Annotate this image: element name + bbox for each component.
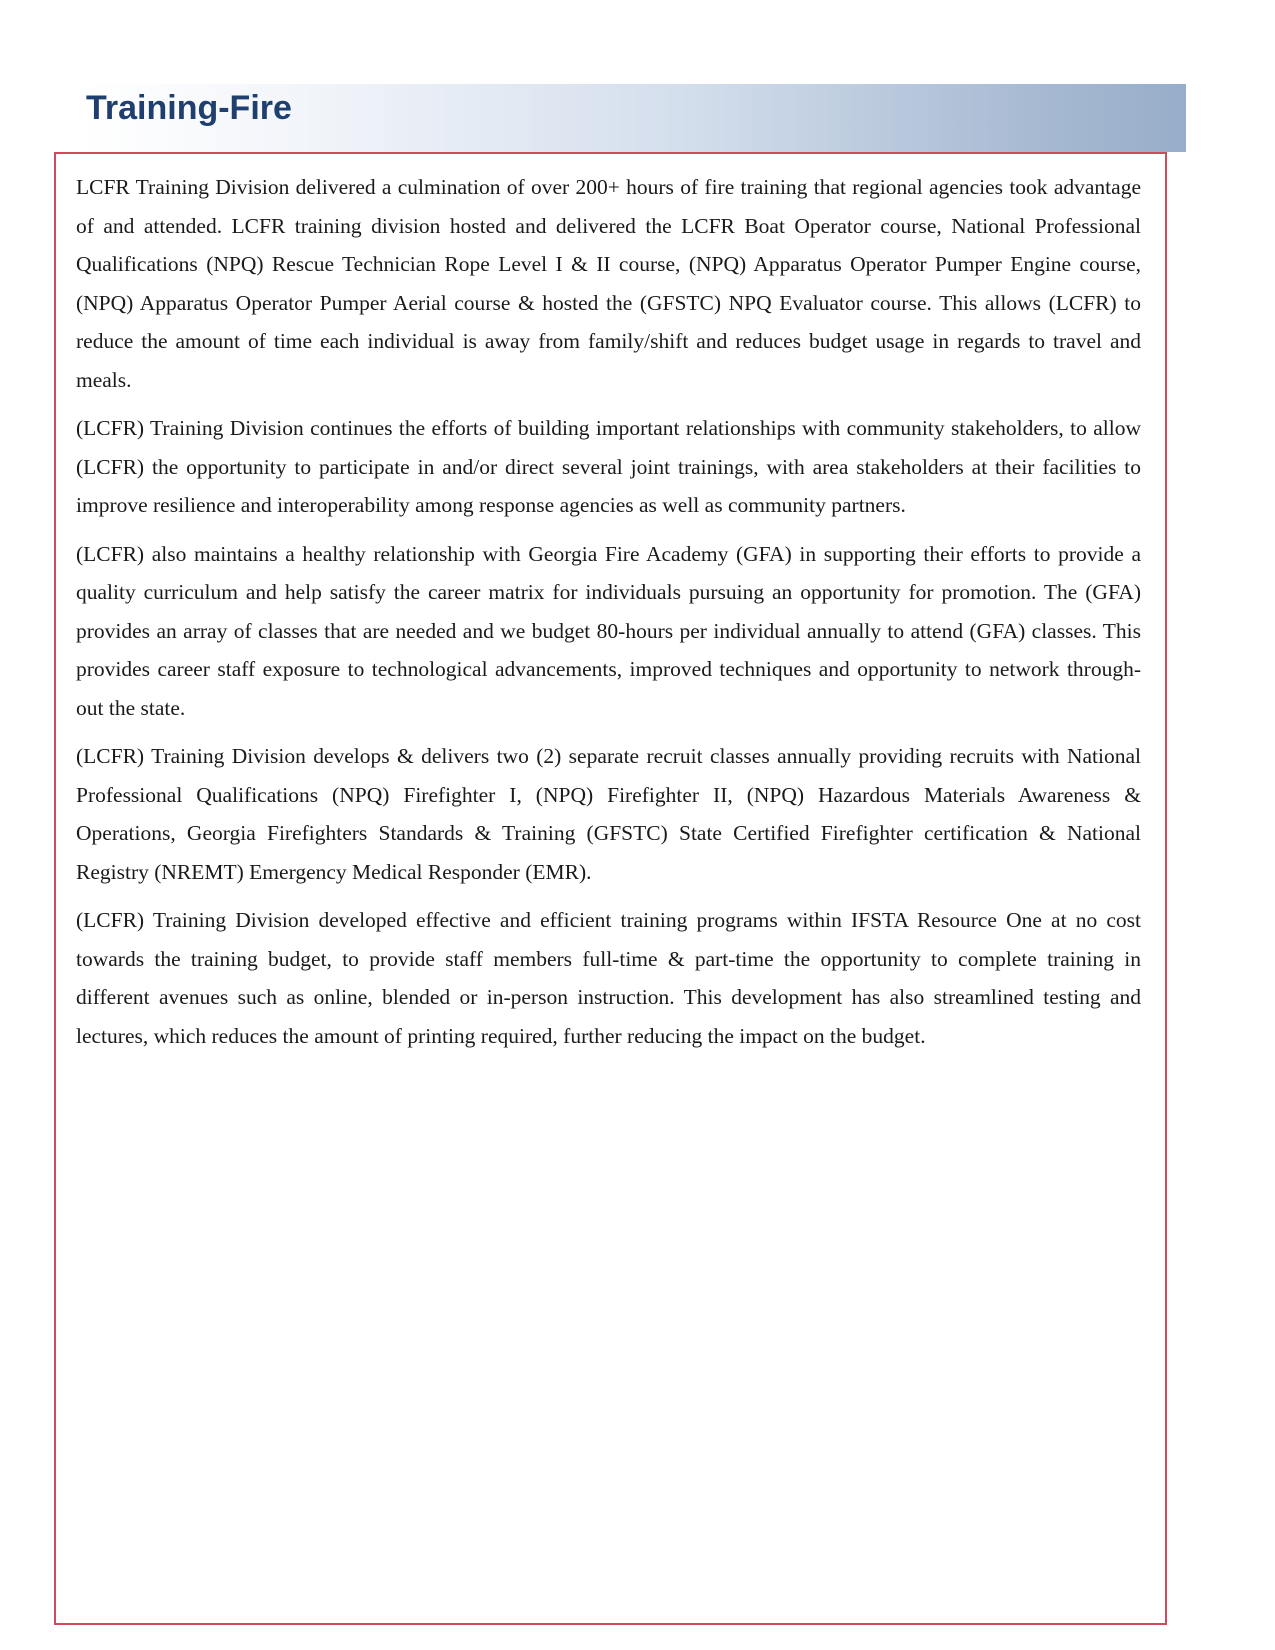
page-title: Training-Fire bbox=[86, 89, 292, 127]
paragraph-georgia-fire-academy: (LCFR) also maintains a healthy relationship with Georgia Fire Academy (GFA) in supporting their efforts to provide a quality curriculum and help satisfy the career matrix for individuals pursuing an opportunity for promotion. The (GFA) provides an array of classes that are needed and we budget 80-hours per individual annually to attend (GFA) classes. This provides career staff exposure to technological advancements, improved techniques and opportunity to network through-out the state. bbox=[76, 541, 1141, 720]
paragraph-community-stakeholders: (LCFR) Training Division continues the efforts of building important relationships with community stakeholders, to allow (LCFR) the opportunity to participate in and/or direct several joint trainings, with area stakeholders at their facilities to improve resilience and interoperability among response agencies as well as community partners. bbox=[76, 416, 1141, 517]
section-header-bar bbox=[82, 84, 1186, 152]
paragraph-recruit-classes: (LCFR) Training Division develops & delivers two (2) separate recruit classes annually providing recruits with National Professional Qualifications (NPQ) Firefighter I, (NPQ) Firefighter II, (NPQ) Hazardous Materials Awareness & Operations, Georgia Firefighters Standards & Training (GFSTC) State Certified Firefighter certification & National Registry (NREMT) Emergency Medical Responder (EMR). bbox=[76, 744, 1141, 884]
content-box bbox=[54, 152, 1167, 1625]
paragraph-ifsta-resource-one: (LCFR) Training Division developed effective and efficient training programs within IFSTA Resource One at no cost towards the training budget, to provide staff members full-time & part-time the opportunity to complete training in different avenues such as online, blended or in-person instruction. This development has also streamlined testing and lectures, which reduces the amount of printing required, further reducing the impact on the budget. bbox=[76, 908, 1141, 1048]
paragraph-training-hours: LCFR Training Division delivered a culmination of over 200+ hours of fire training that regional agencies took advantage of and attended. LCFR training division hosted and delivered the LCFR Boat Operator course, National Professional Qualifications (NPQ) Rescue Technician Rope Level I & II course, (NPQ) Apparatus Operator Pumper Engine course, (NPQ) Apparatus Operator Pumper Aerial course & hosted the (GFSTC) NPQ Evaluator course. This allows (LCFR) to reduce the amount of time each individual is away from family/shift and reduces budget usage in regards to travel and meals. bbox=[76, 175, 1141, 392]
